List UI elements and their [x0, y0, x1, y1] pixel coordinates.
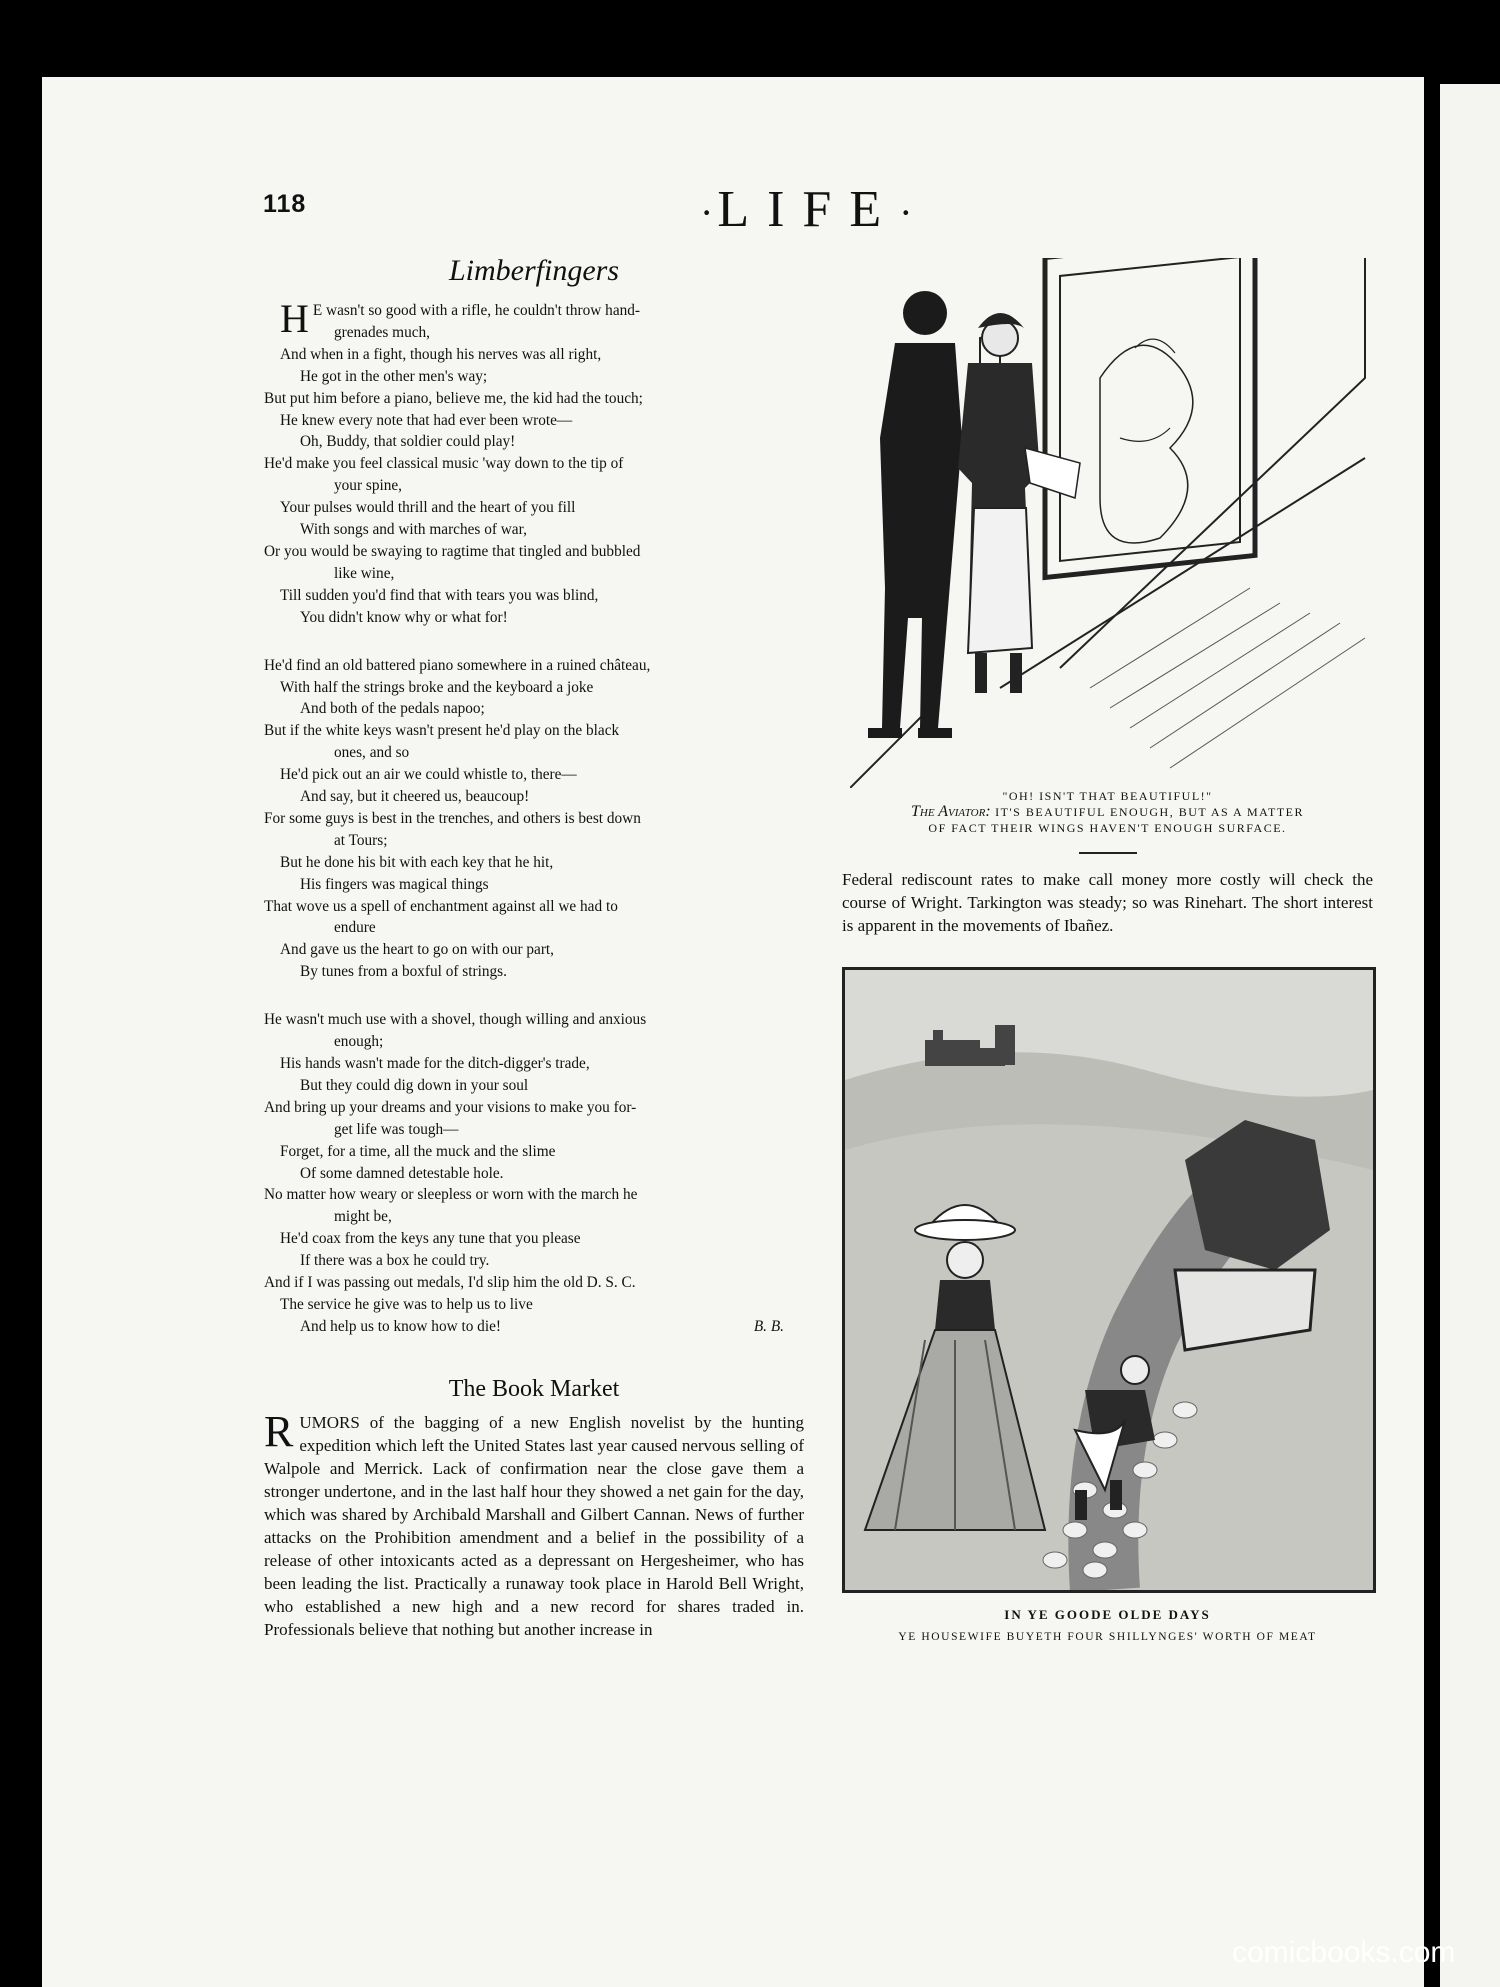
poem-line: With songs and with marches of war, — [300, 521, 527, 539]
aviator-caption — [842, 788, 1373, 836]
masthead-dot-right: · — [899, 190, 917, 235]
book-market-continuation: Federal rediscount rates to make call money more costly will check the course of Wright. Tarkington was steady; so was Rinehart. The short interest is apparent in the movements of Ibañez. — [842, 870, 1373, 935]
section-divider — [1079, 852, 1137, 854]
poem-stanza-3 — [264, 1009, 804, 1338]
aviator-caption-reply-2: OF FACT THEIR WINGS HAVEN'T ENOUGH SURFACE. — [928, 821, 1287, 835]
poem-line: Till sudden you'd find that with tears you was blind, — [280, 586, 599, 604]
olde-days-drawing — [845, 970, 1373, 1590]
poem-line: The service he give was to help us to live — [280, 1295, 533, 1313]
poem-signature: B. B. — [753, 1317, 784, 1335]
poem-line: That wove us a spell of enchantment against all we had to — [264, 897, 618, 915]
poem-line: Your pulses would thrill and the heart of you fill — [280, 499, 576, 517]
poem-line: He'd pick out an air we could whistle to, there— — [280, 766, 577, 784]
poem-line: But put him before a piano, believe me, the kid had the touch; — [264, 389, 643, 407]
poem-line: like wine, — [334, 564, 395, 582]
poem-line: His hands wasn't made for the ditch-digger's trade, — [280, 1055, 590, 1072]
page-number: 118 — [263, 190, 307, 218]
aviator-gallery-drawing — [850, 258, 1370, 788]
poem-dropcap: H — [280, 296, 309, 341]
poem-line: He'd make you feel classical music 'way down to the tip of — [264, 455, 624, 473]
next-page-edge — [1440, 84, 1500, 1987]
poem-line: By tunes from a boxful of strings. — [300, 963, 507, 981]
poem-line: His fingers was magical things — [300, 875, 489, 893]
book-market-body: RUMORS of the bagging of a new English novelist by the hunting expedition which left the United States last year caused nervous selling of Walpole and Merrick. Lack of confirmation near the close gave them a stronger undertone, and in the last half hour they showed a net gain for the day, which was shared by Archibald Marshall and Gilbert Cannan. News of further attacks on the Prohibition amendment and a belief in the possibility of a release of other intoxicants acted as a depressant on Hergesheimer, who has been leading the list. Practically a runaway took place in Harold Bell Wright, who established a new high and a new record for shares traded in. Professionals believe that nothing but another increase in — [264, 1406, 804, 1639]
poem-line: And help us to know how to die! B. B. — [264, 1316, 804, 1338]
poem-title: Limberfingers — [448, 254, 619, 287]
poem-line: And gave us the heart to go on with our part, — [280, 941, 555, 959]
poem-line: You didn't know why or what for! — [300, 608, 508, 626]
poem-line: For some guys is best in the trenches, and others is best down — [264, 809, 641, 827]
book-market-dropcap: R — [264, 1406, 294, 1456]
poem-line: endure — [334, 919, 376, 937]
left-column — [264, 250, 804, 1641]
page-gutter — [1424, 77, 1440, 1987]
poem-line: at Tours; — [334, 831, 388, 849]
masthead-dot-left: · — [700, 190, 718, 235]
poem-line: grenades much, — [334, 323, 430, 341]
poem-line: And when in a fight, though his nerves was all right, — [280, 345, 602, 363]
poem-line: might be, — [334, 1208, 392, 1226]
poem-line: But if the white keys wasn't present he'd play on the black — [264, 722, 620, 740]
poem-line: Or you would be swaying to ragtime that tingled and bubbled — [264, 542, 641, 560]
poem-line: And both of the pedals napoo; — [300, 700, 485, 718]
poem-stanza-1 — [264, 296, 804, 629]
poem-line: With half the strings broke and the keyboard a joke — [280, 678, 594, 696]
poem-line: He got in the other men's way; — [300, 367, 488, 385]
poem-line: And bring up your dreams and your visions to make you for- — [264, 1098, 637, 1116]
poem-line: your spine, — [334, 477, 402, 495]
poem-line: get life was tough— — [334, 1120, 459, 1138]
poem-line: He'd coax from the keys any tune that you please — [280, 1230, 581, 1248]
poem-line: If there was a box he could try. — [300, 1252, 490, 1270]
aviator-gallery-illustration — [850, 258, 1370, 788]
aviator-caption-speaker: The Aviator: — [911, 803, 991, 820]
poem-line: No matter how weary or sleepless or worn with the march he — [264, 1186, 638, 1204]
poem-line: enough; — [334, 1033, 384, 1051]
poem-line: Of some damned detestable hole. — [300, 1164, 504, 1182]
watermark-label: comicbooks.com — [1232, 1936, 1456, 1969]
poem-line: He knew every note that had ever been wrote— — [280, 411, 573, 429]
poem-line: Oh, Buddy, that soldier could play! — [300, 433, 516, 451]
olde-days-caption-title: IN YE GOODE OLDE DAYS — [1004, 1607, 1211, 1622]
poem-line: He wasn't much use with a shovel, though willing and anxious — [264, 1011, 647, 1029]
poem-line: Forget, for a time, all the muck and the slime — [280, 1142, 556, 1160]
poem-line: But they could dig down in your soul — [300, 1076, 529, 1094]
olde-days-illustration — [842, 967, 1376, 1593]
poem-line: And say, but it cheered us, beaucoup! — [300, 788, 530, 806]
aviator-caption-quote: "OH! ISN'T THAT BEAUTIFUL!" — [1002, 789, 1213, 803]
poem-line: And if I was passing out medals, I'd slip him the old D. S. C. — [264, 1274, 636, 1292]
poem-stanza-2 — [264, 655, 804, 984]
poem-line: ones, and so — [334, 744, 410, 762]
masthead — [700, 180, 916, 239]
book-market-title: The Book Market — [448, 1375, 620, 1402]
masthead-title: LIFE — [717, 181, 900, 238]
poem-line: But he done his bit with each key that he hit, — [280, 853, 554, 871]
right-column — [842, 258, 1373, 1643]
olde-days-caption-subtitle: YE HOUSEWIFE BUYETH FOUR SHILLYNGES' WORTH OF MEAT — [898, 1631, 1317, 1643]
aviator-caption-reply: The Aviator: IT'S BEAUTIFUL ENOUGH, BUT AS A MATTER — [911, 803, 1304, 820]
poem-line: He'd find an old battered piano somewhere in a ruined château, — [264, 656, 651, 674]
poem-line: H E wasn't so good with a rifle, he couldn't throw hand- — [280, 296, 640, 341]
